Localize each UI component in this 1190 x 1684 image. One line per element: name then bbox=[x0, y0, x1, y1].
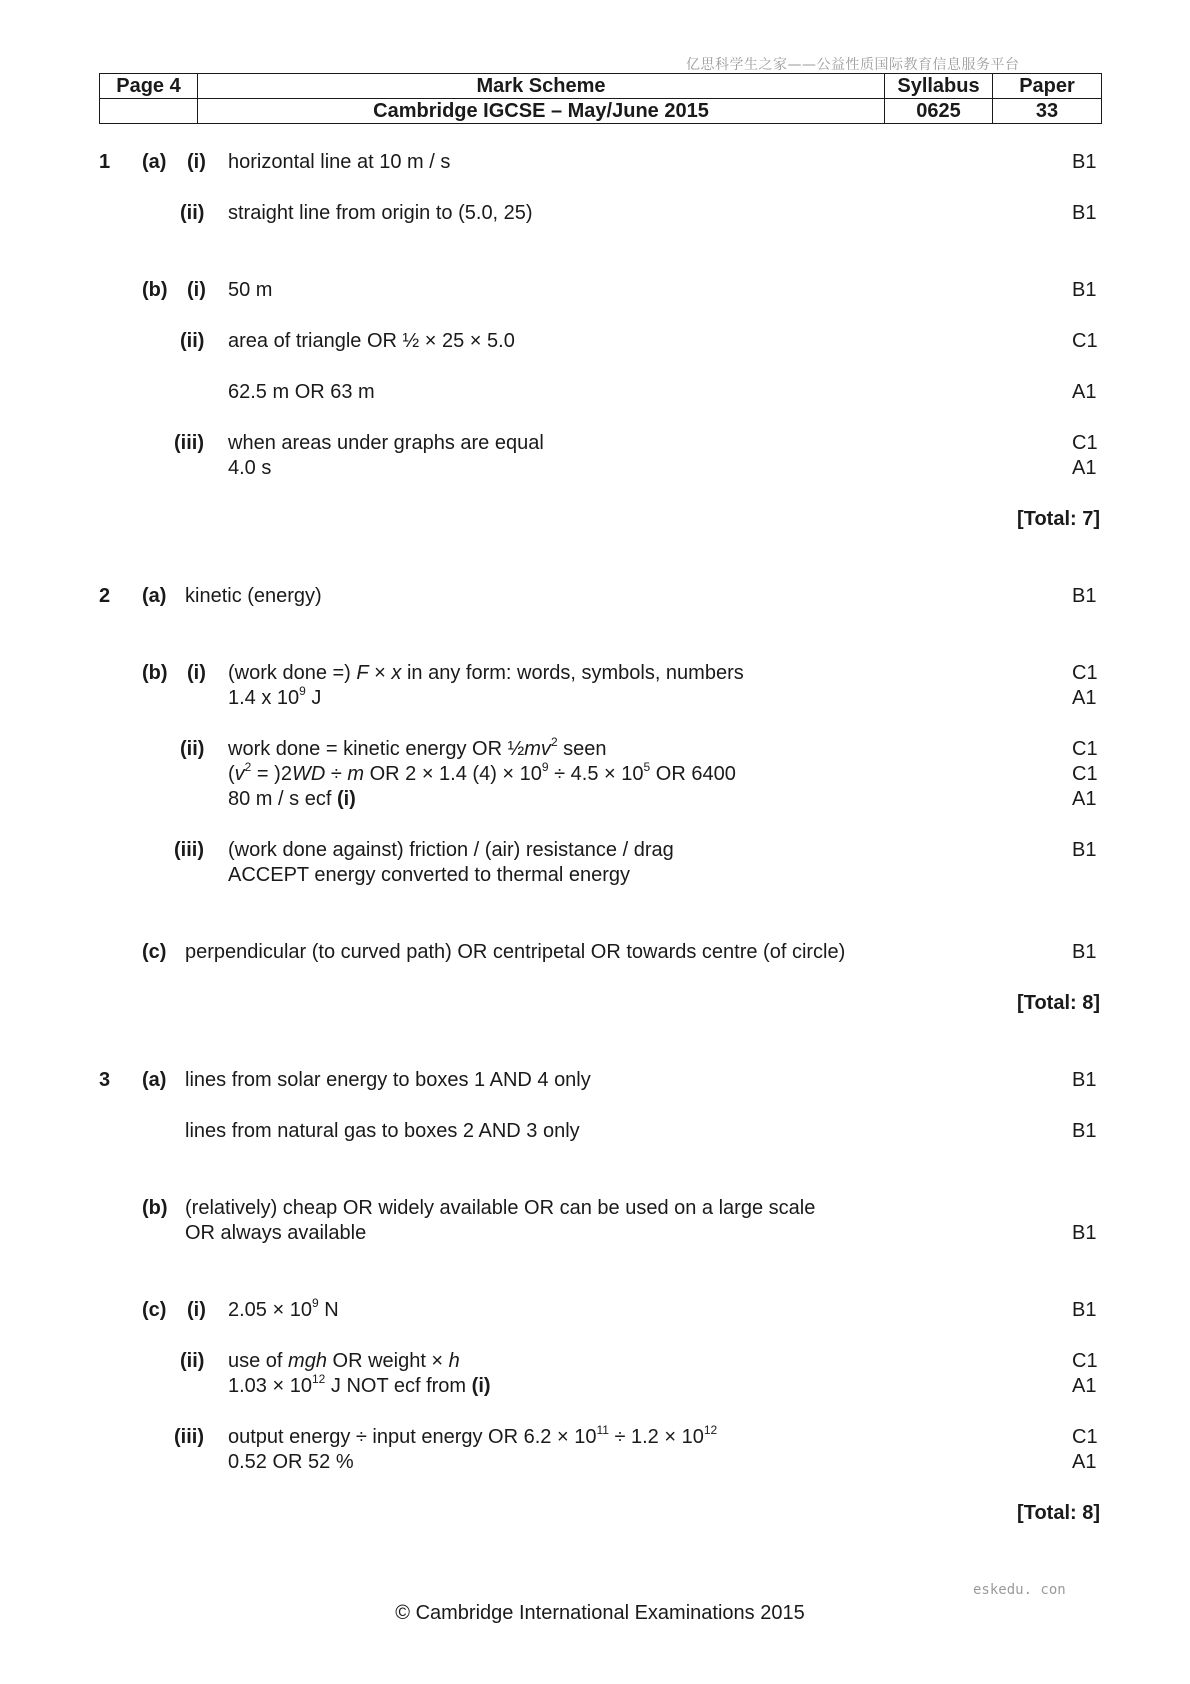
mark: C1 bbox=[1072, 1426, 1098, 1448]
page-number: Page 4 bbox=[100, 74, 198, 99]
total-marks: [Total: 8] bbox=[1017, 992, 1100, 1014]
mark: A1 bbox=[1072, 788, 1097, 810]
part-label: (a) bbox=[142, 585, 167, 607]
mark: A1 bbox=[1072, 1451, 1097, 1473]
paper-code: 33 bbox=[993, 99, 1102, 124]
symbol-mv: mv bbox=[524, 738, 551, 760]
total-marks: [Total: 7] bbox=[1017, 508, 1100, 530]
mark: B1 bbox=[1072, 1069, 1097, 1091]
text-run: = )2 bbox=[251, 763, 292, 785]
mark: A1 bbox=[1072, 1375, 1097, 1397]
question-number: 3 bbox=[99, 1069, 111, 1091]
mark: C1 bbox=[1072, 330, 1098, 352]
answer-text: OR always available bbox=[185, 1222, 367, 1244]
symbol-h: h bbox=[448, 1350, 460, 1372]
question-number: 1 bbox=[99, 151, 111, 173]
answer-text bbox=[228, 1374, 491, 1398]
answer-text: lines from solar energy to boxes 1 AND 4 only bbox=[185, 1069, 591, 1091]
reference-label: (i) bbox=[336, 788, 356, 810]
part-label: (a) bbox=[142, 1069, 167, 1091]
exponent: 5 bbox=[643, 760, 651, 774]
answer-text: straight line from origin to (5.0, 25) bbox=[228, 202, 533, 224]
mark: C1 bbox=[1072, 1350, 1098, 1372]
answer-text: ACCEPT energy converted to thermal energy bbox=[228, 864, 631, 886]
subpart-label: (iii) bbox=[174, 1426, 204, 1448]
text-run: in any form: words, symbols, numbers bbox=[401, 662, 744, 684]
subpart-label: (ii) bbox=[180, 202, 205, 224]
text-run: 2.05 × 10 bbox=[228, 1299, 312, 1321]
part-label: (c) bbox=[142, 1299, 167, 1321]
watermark-bottom: eskedu. con bbox=[973, 1582, 1066, 1598]
text-run: 80 m / s ecf bbox=[228, 788, 337, 810]
mark: C1 bbox=[1072, 432, 1098, 454]
subpart-label: (ii) bbox=[180, 1350, 205, 1372]
subpart-label: (iii) bbox=[174, 432, 204, 454]
answer-text: area of triangle OR ½ × 25 × 5.0 bbox=[228, 330, 515, 352]
syllabus-code: 0625 bbox=[885, 99, 993, 124]
paper-label: Paper bbox=[993, 74, 1102, 99]
mark: B1 bbox=[1072, 839, 1097, 861]
mark: B1 bbox=[1072, 279, 1097, 301]
answer-text bbox=[228, 1298, 339, 1322]
mark: B1 bbox=[1072, 1120, 1097, 1142]
answer-text: horizontal line at 10 m / s bbox=[228, 151, 451, 173]
mark: A1 bbox=[1072, 457, 1097, 479]
answer-text: perpendicular (to curved path) OR centripetal OR towards centre (of circle) bbox=[185, 941, 846, 963]
total-marks: [Total: 8] bbox=[1017, 1502, 1100, 1524]
answer-text: (work done against) friction / (air) resistance / drag bbox=[228, 839, 674, 861]
mark: A1 bbox=[1072, 687, 1097, 709]
mark: B1 bbox=[1072, 1222, 1097, 1244]
exponent: 9 bbox=[311, 1296, 319, 1310]
answer-text bbox=[228, 1349, 460, 1373]
text-run: seen bbox=[557, 738, 607, 760]
answer-text: kinetic (energy) bbox=[185, 585, 322, 607]
symbol-mgh: mgh bbox=[288, 1350, 327, 1372]
header-table bbox=[99, 73, 1102, 124]
mark: B1 bbox=[1072, 585, 1097, 607]
symbol-m: m bbox=[347, 763, 365, 785]
answer-text bbox=[228, 787, 356, 811]
answer-text: when areas under graphs are equal bbox=[228, 432, 544, 454]
text-run: ÷ 4.5 × 10 bbox=[548, 763, 644, 785]
part-label: (b) bbox=[142, 662, 168, 684]
text-run: × bbox=[368, 662, 392, 684]
mark: C1 bbox=[1072, 662, 1098, 684]
mark: B1 bbox=[1072, 151, 1097, 173]
subpart-label: (i) bbox=[187, 1299, 206, 1321]
part-label: (b) bbox=[142, 279, 168, 301]
subpart-label: (ii) bbox=[180, 738, 205, 760]
footer-copyright: © Cambridge International Examinations 2015 bbox=[395, 1602, 805, 1624]
part-label: (b) bbox=[142, 1197, 168, 1219]
header-empty-cell bbox=[100, 99, 198, 124]
symbol-F: F bbox=[356, 662, 369, 684]
answer-text: 4.0 s bbox=[228, 457, 272, 479]
mark: C1 bbox=[1072, 738, 1098, 760]
header-title: Mark Scheme bbox=[198, 74, 885, 99]
reference-label: (i) bbox=[471, 1375, 491, 1397]
text-run: J bbox=[305, 687, 322, 709]
mark: C1 bbox=[1072, 763, 1098, 785]
answer-text: 0.52 OR 52 % bbox=[228, 1451, 354, 1473]
text-run: output energy ÷ input energy OR 6.2 × 10 bbox=[228, 1426, 597, 1448]
mark: B1 bbox=[1072, 202, 1097, 224]
text-run: N bbox=[318, 1299, 339, 1321]
symbol-x: x bbox=[391, 662, 402, 684]
subpart-label: (i) bbox=[187, 279, 206, 301]
watermark-top: 亿思科学生之家——公益性质国际教育信息服务平台 bbox=[686, 57, 1020, 73]
text-run: (work done =) bbox=[228, 662, 357, 684]
question-number: 2 bbox=[99, 585, 111, 607]
exponent: 12 bbox=[311, 1372, 326, 1386]
exponent: 9 bbox=[541, 760, 549, 774]
mark: B1 bbox=[1072, 1299, 1097, 1321]
text-run: 1.4 x 10 bbox=[228, 687, 300, 709]
answer-text: 50 m bbox=[228, 279, 273, 301]
text-run: OR 2 × 1.4 (4) × 10 bbox=[364, 763, 542, 785]
subpart-label: (iii) bbox=[174, 839, 204, 861]
text-run: J NOT ecf from bbox=[325, 1375, 472, 1397]
exponent: 2 bbox=[550, 735, 558, 749]
answer-text bbox=[228, 762, 736, 786]
exponent: 12 bbox=[703, 1423, 718, 1437]
text-run: ÷ 1.2 × 10 bbox=[608, 1426, 704, 1448]
symbol-WD: WD bbox=[291, 763, 326, 785]
answer-text: 62.5 m OR 63 m bbox=[228, 381, 375, 403]
subpart-label: (ii) bbox=[180, 330, 205, 352]
text-run: OR 6400 bbox=[650, 763, 736, 785]
mark: A1 bbox=[1072, 381, 1097, 403]
mark: B1 bbox=[1072, 941, 1097, 963]
part-label: (c) bbox=[142, 941, 167, 963]
text-run: OR weight × bbox=[326, 1350, 449, 1372]
part-label: (a) bbox=[142, 151, 167, 173]
subpart-label: (i) bbox=[187, 662, 206, 684]
text-run: 1.03 × 10 bbox=[228, 1375, 312, 1397]
answer-text: (relatively) cheap OR widely available OR can be used on a large scale bbox=[185, 1197, 816, 1219]
text-run: work done = kinetic energy OR ½ bbox=[228, 738, 525, 760]
exponent: 9 bbox=[299, 684, 306, 698]
answer-text bbox=[228, 1425, 717, 1449]
header-subtitle: Cambridge IGCSE – May/June 2015 bbox=[198, 99, 885, 124]
exponent: 2 bbox=[244, 760, 252, 774]
exponent: 11 bbox=[596, 1423, 609, 1437]
answer-text bbox=[228, 661, 744, 685]
answer-text bbox=[228, 686, 321, 710]
answer-text: lines from natural gas to boxes 2 AND 3 only bbox=[185, 1120, 580, 1142]
answer-text bbox=[228, 737, 607, 761]
text-run: use of bbox=[228, 1350, 289, 1372]
subpart-label: (i) bbox=[187, 151, 206, 173]
text-run: ÷ bbox=[325, 763, 348, 785]
symbol-v: v bbox=[234, 763, 245, 785]
syllabus-label: Syllabus bbox=[885, 74, 993, 99]
text-run: ( bbox=[228, 763, 235, 785]
